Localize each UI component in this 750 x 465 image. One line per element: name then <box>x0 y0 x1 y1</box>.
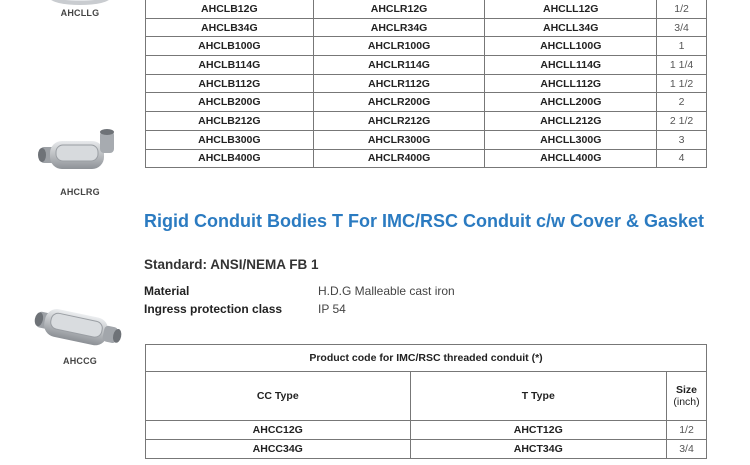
table-cell: AHCLR114G <box>313 56 485 75</box>
table-cell: AHCLB400G <box>146 149 314 168</box>
table-cell: AHCLB200G <box>146 93 314 112</box>
table-cell: 1 1/4 <box>657 56 707 75</box>
table-cell: 4 <box>657 149 707 168</box>
table-cell: AHCLB212G <box>146 112 314 131</box>
table-cell: 1/2 <box>667 421 707 440</box>
conduit-body-lr-image <box>36 125 124 187</box>
table-cell: 1 <box>657 37 707 56</box>
table-cell: AHCLL300G <box>485 130 657 149</box>
column-header-size <box>667 372 707 421</box>
table-cell: 2 1/2 <box>657 112 707 131</box>
table-cell: AHCLB12G <box>146 0 314 18</box>
standard-line: Standard: ANSI/NEMA FB 1 <box>144 257 319 272</box>
table-cell: AHCLL200G <box>485 93 657 112</box>
product-label: AHCLLG <box>60 8 100 18</box>
table-cell: AHCT34G <box>410 440 667 459</box>
table-cell: AHCLL400G <box>485 149 657 168</box>
conduit-body-ll-image <box>45 0 115 8</box>
table-row <box>146 440 707 459</box>
size-unit: (inch) <box>673 396 700 408</box>
product-code-table-top <box>145 0 707 168</box>
product-code-table-bottom <box>145 344 707 459</box>
table-row <box>146 130 707 149</box>
spec-row-material <box>144 284 455 298</box>
table-cell: 2 <box>657 93 707 112</box>
section-title: Rigid Conduit Bodies T For IMC/RSC Conduit c/w Cover & Gasket <box>144 211 705 231</box>
table-cell: AHCLL12G <box>485 0 657 18</box>
table-row <box>146 74 707 93</box>
table-header-row <box>146 372 707 421</box>
product-image-ahclrg <box>30 125 130 197</box>
table-body <box>146 0 707 168</box>
table-cell: AHCLL114G <box>485 56 657 75</box>
table-caption: Product code for IMC/RSC threaded conduit (*) <box>146 345 707 372</box>
table-cell: AHCLB114G <box>146 56 314 75</box>
column-header-t: T Type <box>410 372 667 421</box>
table-cell: AHCLR212G <box>313 112 485 131</box>
table-cell: 3 <box>657 130 707 149</box>
product-image-ahcllg <box>30 0 130 18</box>
spec-row-ingress <box>144 302 346 316</box>
table-cell: AHCT12G <box>410 421 667 440</box>
table-cell: AHCLR12G <box>313 0 485 18</box>
table-cell: AHCLR200G <box>313 93 485 112</box>
table-row <box>146 93 707 112</box>
table-cell: 3/4 <box>667 440 707 459</box>
table-cell: AHCLR112G <box>313 74 485 93</box>
spec-value: H.D.G Malleable cast iron <box>318 284 455 298</box>
table-cell: AHCLB34G <box>146 18 314 37</box>
table-cell: AHCLR300G <box>313 130 485 149</box>
table-cell: AHCLB112G <box>146 74 314 93</box>
table-cell: AHCLB100G <box>146 37 314 56</box>
table-cell: AHCC12G <box>146 421 411 440</box>
table-cell: AHCLL34G <box>485 18 657 37</box>
table-cell: 3/4 <box>657 18 707 37</box>
table-row <box>146 0 707 18</box>
table-cell: 1/2 <box>657 0 707 18</box>
size-label: Size <box>676 384 698 396</box>
table-cell: AHCLR100G <box>313 37 485 56</box>
table-row <box>146 37 707 56</box>
table-body <box>146 345 707 459</box>
table-cell: AHCLL100G <box>485 37 657 56</box>
table-row <box>146 149 707 168</box>
table-caption-row <box>146 345 707 372</box>
spec-value: IP 54 <box>318 302 346 316</box>
conduit-body-c-image <box>34 300 126 356</box>
product-label: AHCCG <box>63 356 97 366</box>
table-cell: AHCLB300G <box>146 130 314 149</box>
table-cell: AHCC34G <box>146 440 411 459</box>
spec-key: Material <box>144 284 190 298</box>
table-cell: AHCLL112G <box>485 74 657 93</box>
product-label: AHCLRG <box>60 187 100 197</box>
table-row <box>146 421 707 440</box>
table-cell: AHCLR400G <box>313 149 485 168</box>
table-row <box>146 112 707 131</box>
table-row <box>146 56 707 75</box>
column-header-cc: CC Type <box>146 372 411 421</box>
table-cell: AHCLL212G <box>485 112 657 131</box>
table-cell: 1 1/2 <box>657 74 707 93</box>
table-cell: AHCLR34G <box>313 18 485 37</box>
spec-key: Ingress protection class <box>144 302 283 316</box>
product-image-ahccg <box>30 300 130 366</box>
table-row <box>146 18 707 37</box>
